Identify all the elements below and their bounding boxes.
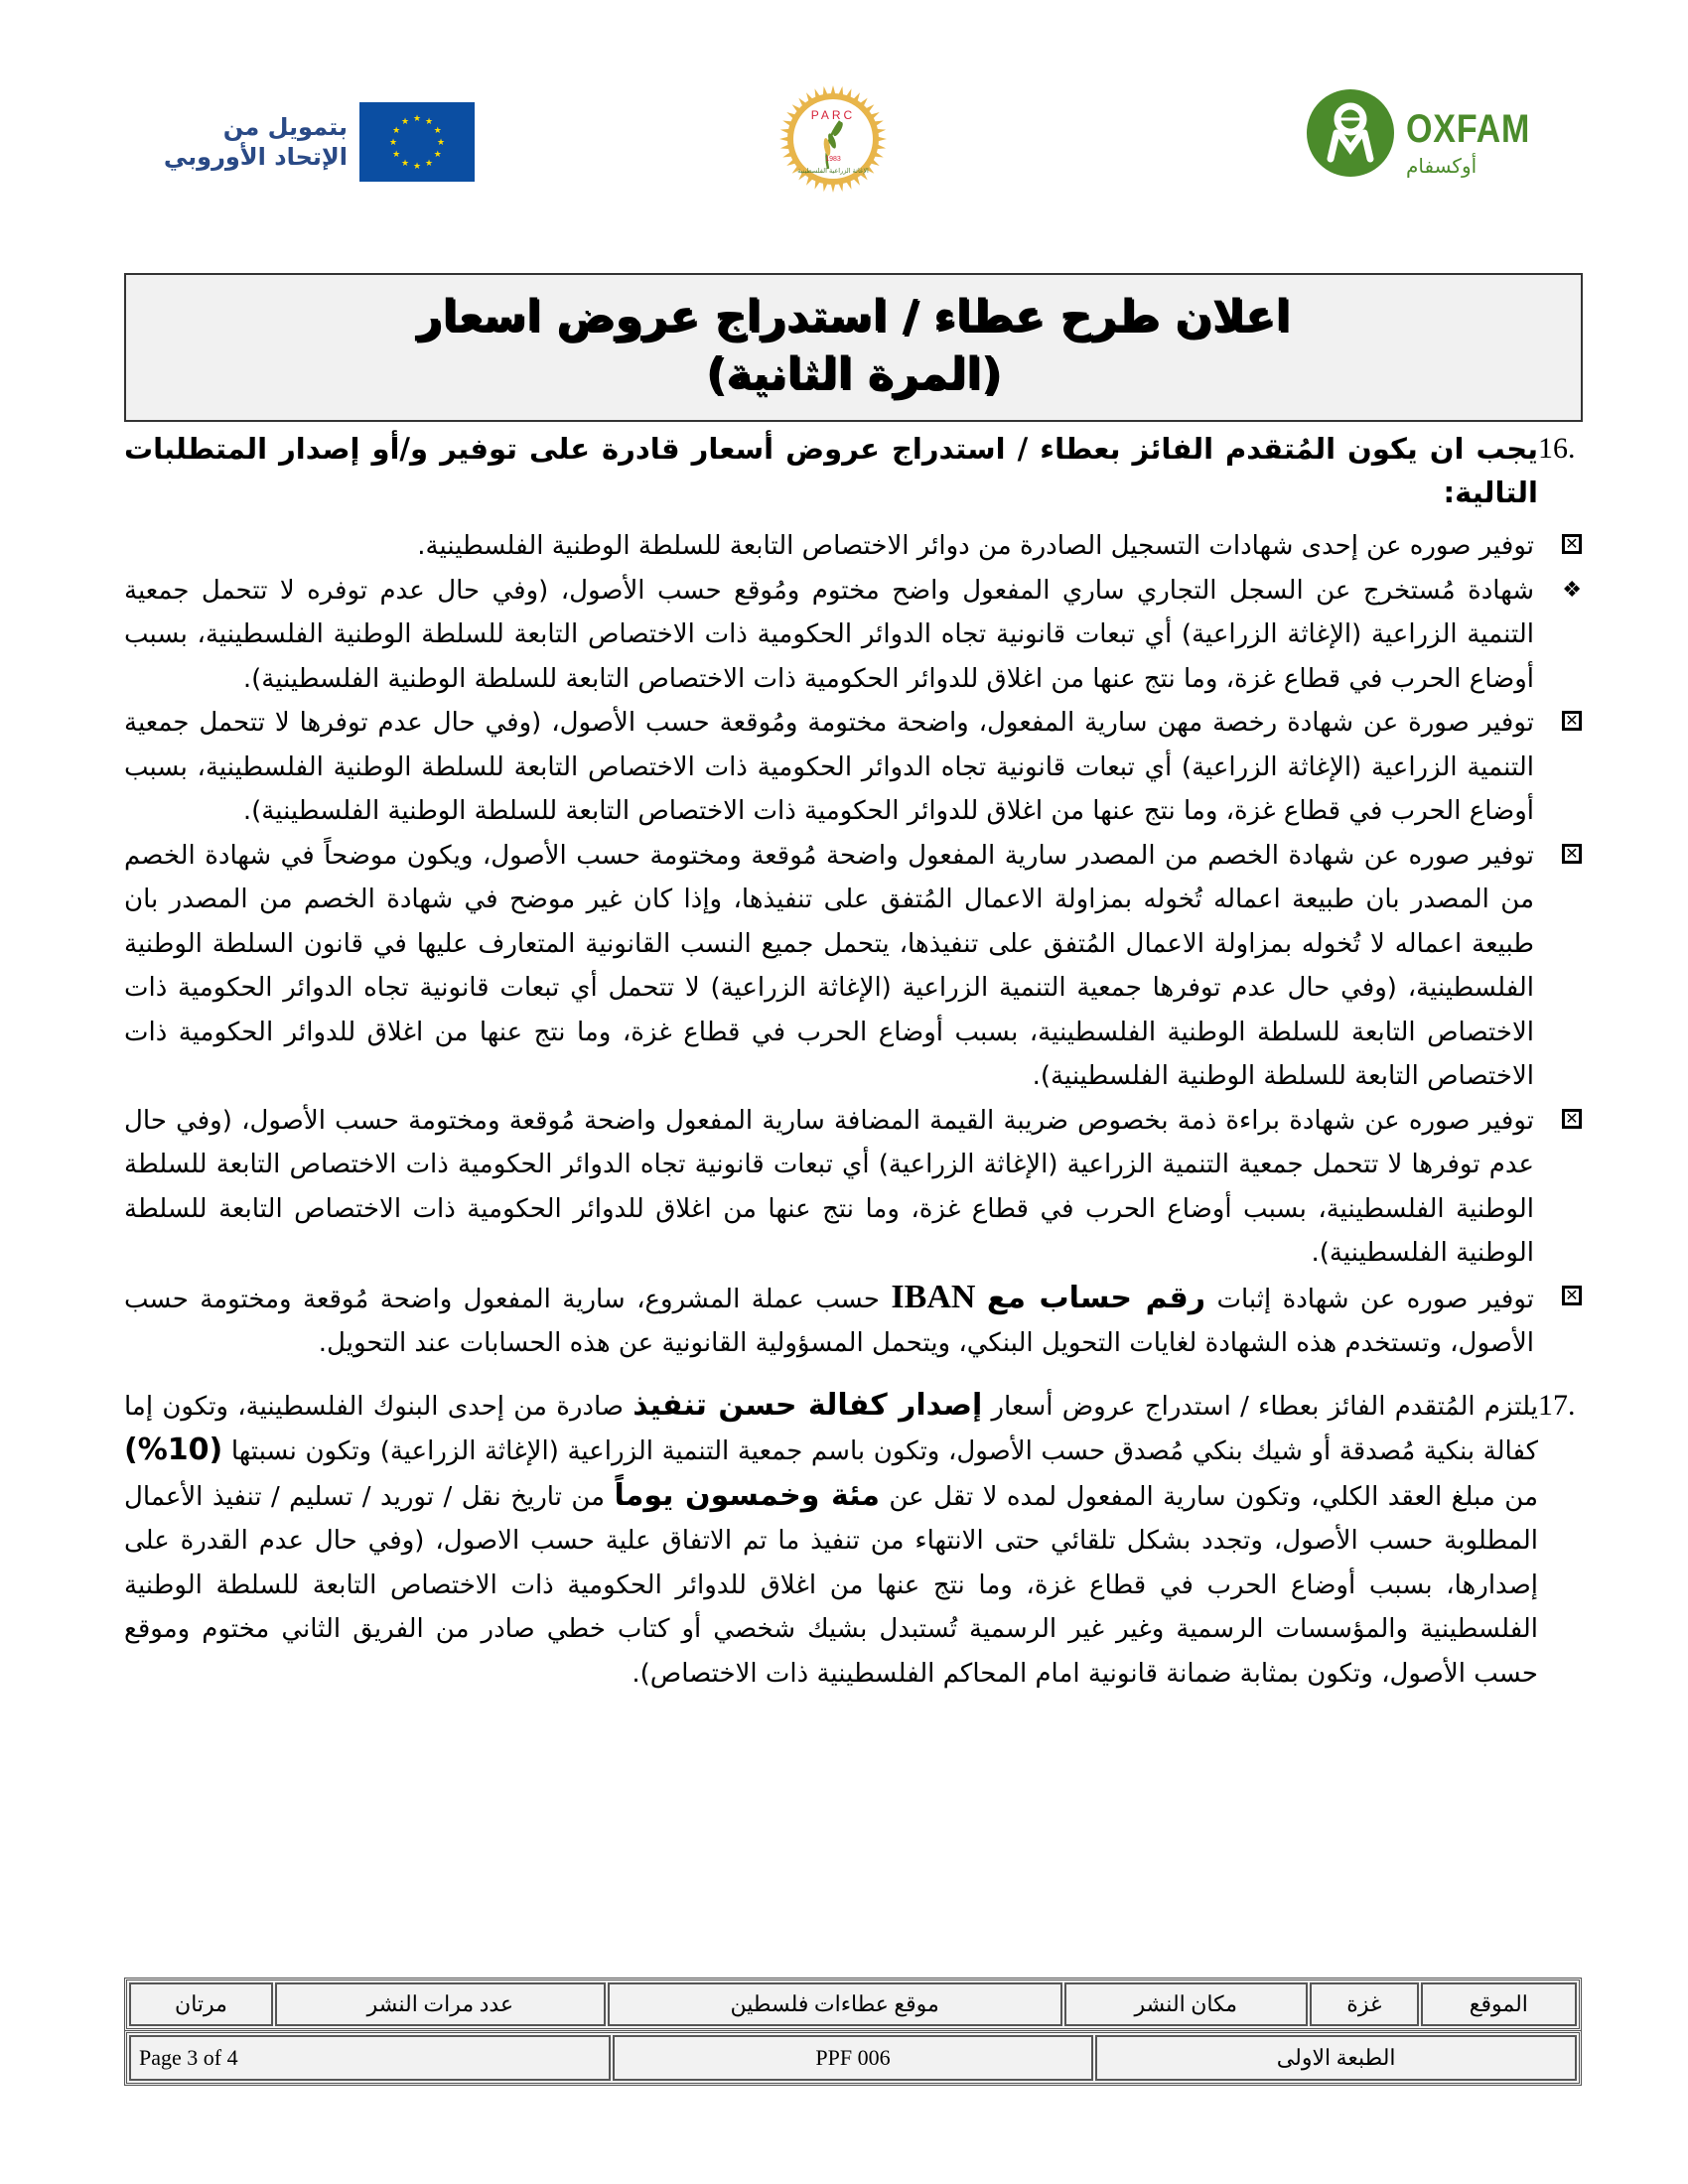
document-footer-table <box>124 2030 1582 2086</box>
parc-logo <box>778 77 888 226</box>
eu-star-icon: ★ <box>424 158 434 169</box>
section-16-number: 16. <box>1538 432 1576 465</box>
diamond-bullet-icon: ❖ <box>1562 577 1582 603</box>
document-body <box>124 427 1582 1696</box>
form-code-cell: PPF 006 <box>613 2035 1094 2081</box>
iban-text-bold: رقم حساب مع <box>986 1280 1206 1315</box>
list-item-text: توفير صورة عن شهادة رخصة مهن سارية المفعول، واضحة مختومة ومُوقعة حسب الأصول، (وفي حال عدم توفرها لا تتحمل جمعية التنمية الزراعية (الإغاثة الزراعية) أي تبعات قانونية تجاه الدوائر الحكومية ذات الاختصاص التابعة للسلطة الوطنية الفلسطينية، بسبب أوضاع الحرب في قطاع غزة، وما نتج عنها من اغلاق للدوائر الحكومية ذات الاختصاص التابعة للسلطة الوطنية الفلسطينية). <box>124 708 1534 826</box>
eu-star-icon: ★ <box>412 114 422 124</box>
eu-star-icon: ★ <box>388 138 398 148</box>
list-item-iban <box>124 1276 1582 1366</box>
list-item-text: توفير صوره عن شهادة براءة ذمة بخصوص ضريبة القيمة المضافة سارية المفعول واضحة مُوقعة ومختومة حسب الأصول، (وفي حال عدم توفرها لا تتحمل جمعية التنمية الزراعية (الإغاثة الزراعية) أي تبعات قانونية تجاه الدوائر الحكومية ذات الاختصاص التابعة للسلطة الوطنية الفلسطينية، بسبب أوضاع الحرب في قطاع غزة، وما نتج عنها من اغلاق للدوائر الحكومية ذات الاختصاص التابعة للسلطة الوطنية الفلسطينية). <box>124 1105 1534 1268</box>
list-item-text: شهادة مُستخرج عن السجل التجاري ساري المفعول واضح مختوم ومُوقع حسب الأصول، (وفي حال عدم توفره لا تتحمل جمعية التنمية الزراعية (الإغاثة الزراعية) أي تبعات قانونية تجاه الدوائر الحكومية ذات الاختصاص التابعة للسلطة الوطنية الفلسطينية، بسبب أوضاع الحرب في قطاع غزة، وما نتج عنها من اغلاق للدوائر الحكومية ذات الاختصاص التابعة للسلطة الوطنية الفلسطينية). <box>124 575 1534 694</box>
table-cell: مكان النشر <box>1064 1982 1309 2026</box>
oxfam-symbol-icon <box>1307 89 1394 177</box>
eu-flag-icon <box>359 102 475 182</box>
checkbox-x-icon: ✕ <box>1562 1109 1582 1129</box>
list-item <box>124 524 1582 569</box>
eu-star-icon: ★ <box>400 117 410 128</box>
edition-cell: الطبعة الاولى <box>1095 2035 1577 2081</box>
table-cell: غزة <box>1310 1982 1419 2026</box>
table-cell: مرتان <box>129 1982 273 2026</box>
table-cell: الموقع <box>1421 1982 1577 2026</box>
iban-label: IBAN <box>891 1278 976 1315</box>
eu-star-icon: ★ <box>392 150 401 160</box>
publication-info-table <box>124 1978 1582 2031</box>
list-item-text <box>124 1276 1534 1366</box>
eu-text-line2: الإتحاد الأوروبي <box>163 143 348 171</box>
eu-funding-logo <box>159 102 475 182</box>
announcement-title: اعلان طرح عطاء / استدراج عروض اسعار <box>416 291 1291 341</box>
iban-text-pre: توفير صوره عن شهادة إثبات <box>1205 1284 1534 1314</box>
list-item-text: توفير صوره عن شهادة الخصم من المصدر سارية المفعول واضحة مُوقعة ومختومة حسب الأصول، ويكون موضحاً في شهادة الخصم من المصدر بان طبيعة اعماله تُخوله بمزاولة الاعمال المُتفق على تنفيذها، وإذا كان غير موضح في شهادة الخصم من المصدر بان طبيعة اعماله لا تُخوله بمزاولة الاعمال المُتفق على تنفيذها، يتحمل جميع النسب القانونية المتعارف عليها في قانون السلطة الوطنية الفلسطينية، (وفي حال عدم توفرها جمعية التنمية الزراعية (الإغاثة الزراعية) لا تتحمل أي تبعات قانونية تجاه الدوائر الحكومية ذات الاختصاص التابعة للسلطة الوطنية الفلسطينية، بسبب أوضاع الحرب في قطاع غزة، وما نتج عنها من اغلاق للدوائر الحكومية ذات الاختصاص التابعة للسلطة الوطنية الفلسطينية). <box>124 840 1534 1091</box>
list-item <box>124 569 1582 702</box>
list-item <box>124 1099 1582 1276</box>
section-17-part1: يلتزم المُتقدم الفائز بعطاء / استدراج عروض أسعار <box>982 1391 1538 1422</box>
announcement-subtitle: (المرة الثانية) <box>705 348 1002 399</box>
table-row <box>129 1982 1577 2026</box>
checkbox-x-icon: ✕ <box>1562 1286 1582 1305</box>
eu-star-icon: ★ <box>400 158 410 169</box>
checkbox-x-icon: ✕ <box>1562 711 1582 731</box>
eu-star-icon: ★ <box>436 138 446 148</box>
parc-year: 1983 <box>825 156 841 163</box>
requirements-list <box>124 524 1582 1366</box>
announcement-title-box <box>124 273 1583 422</box>
table-cell: عدد مرات النشر <box>275 1982 606 2026</box>
eu-star-icon: ★ <box>392 126 401 136</box>
oxfam-arabic-wordmark: أوكسفام <box>1406 154 1477 178</box>
section-16-heading <box>124 427 1582 514</box>
iban-text-post: حسب عملة المشروع، سارية المفعول واضحة مُوقعة ومختومة حسب الأصول، وتستخدم هذه الشهادة لغايات التحويل البنكي، ويتحمل المسؤولية القانونية عن هذه الحسابات عند التحويل. <box>124 1284 1534 1358</box>
performance-bond-label: إصدار كفالة حسن تنفيذ <box>633 1387 983 1423</box>
section-17-part4: من تاريخ نقل / توريد / تسليم / تنفيذ الأعمال المطلوبة حسب الأصول، وتجدد بشكل تلقائي حتى الانتهاء من تنفيذ ما تم الاتفاق علية حسب الاصول، (وفي حال عدم القدرة على إصدارها، بسبب أوضاع الحرب في قطاع غزة، وما نتج عنها من اغلاق للدوائر الحكومية ذات الاختصاص التابعة للسلطة الوطنية الفلسطينية والمؤسسات الرسمية وغير غير الرسمية تُستبدل بشيك شخصي أو كتاب خطي صادر من الفريق الثاني مختوم وموقع حسب الأصول، وتكون بمثابة ضمانة قانونية امام المحاكم الفلسطينية ذات الاختصاص). <box>124 1481 1538 1689</box>
eu-star-icon: ★ <box>412 162 422 172</box>
page-number-cell: Page 3 of 4 <box>129 2035 611 2081</box>
eu-funding-text <box>159 112 348 172</box>
bond-validity-days: مئة وخمسون يوماً <box>614 1477 880 1513</box>
parc-letters: PARC <box>810 108 856 122</box>
eu-star-icon: ★ <box>433 126 442 136</box>
list-item <box>124 701 1582 834</box>
bond-percentage: (10%) <box>124 1433 223 1467</box>
eu-star-icon: ★ <box>433 150 442 160</box>
section-17 <box>124 1384 1582 1697</box>
eu-text-line1: بتمويل من <box>222 113 348 141</box>
section-17-part3: من مبلغ العقد الكلي، وتكون سارية المفعول لمده لا تقل عن <box>879 1481 1538 1512</box>
section-16-heading-text: يجب ان يكون المُتقدم الفائز بعطاء / استدراج عروض أسعار قادرة على توفير و/أو إصدار المتطلبات التالية: <box>124 432 1538 509</box>
section-17-number: 17. <box>1538 1388 1576 1422</box>
table-cell: موقع عطاءات فلسطين <box>608 1982 1062 2026</box>
list-item-text: توفير صوره عن إحدى شهادات التسجيل الصادرة من دوائر الاختصاص التابعة للسلطة الوطنية الفلسطينية. <box>417 531 1534 561</box>
checkbox-x-icon: ✕ <box>1562 534 1582 554</box>
section-17-text <box>124 1384 1538 1697</box>
eu-star-icon: ★ <box>424 117 434 128</box>
list-item <box>124 834 1582 1099</box>
parc-arabic-name: الإغاثة الزراعية الفلسطينية <box>797 167 869 175</box>
section-17-part2: صادرة من إحدى البنوك الفلسطينية، وتكون إما كفالة بنكية مُصدقة أو شيك بنكي مُصدق حسب الأصول، وتكون باسم جمعية التنمية الزراعية (الإغاثة الزراعية) وتكون نسبتها <box>124 1391 1538 1466</box>
table-row <box>129 2035 1577 2081</box>
oxfam-logo <box>1307 89 1555 189</box>
oxfam-wordmark: OXFAM <box>1406 107 1531 151</box>
checkbox-x-icon: ✕ <box>1562 844 1582 864</box>
